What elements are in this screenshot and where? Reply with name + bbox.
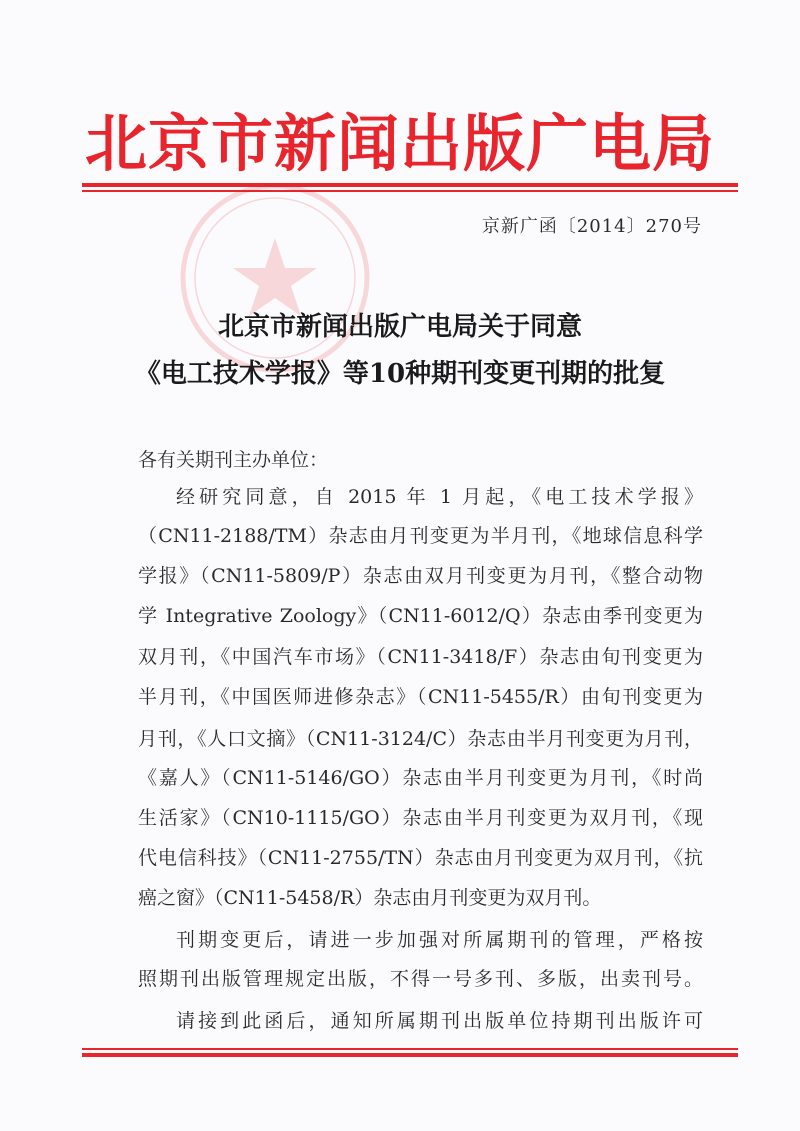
body-line: 代电信科技》（CN11-2755/TN）杂志由月刊变更为双月刊，《抗 [138, 847, 703, 869]
body-line: 照期刊出版管理规定出版，不得一号多刊、多版，出卖刊号。 [138, 968, 703, 990]
body-line: 癌之窗》（CN11-5458/R）杂志由月刊变更为双月刊。 [138, 887, 602, 909]
body-line: 月刊，《人口文摘》（CN11-3124/C）杂志由半月刊变更为月刊， [138, 728, 703, 750]
body-line: 双月刊，《中国汽车市场》（CN11-3418/F）杂志由旬刊变更为 [138, 646, 703, 668]
footer-red-rule-thick [82, 1053, 738, 1057]
salutation: 各有关期刊主办单位： [138, 449, 329, 471]
footer-red-rule-thin [82, 1048, 738, 1050]
body-line: （CN11-2188/TM）杂志由月刊变更为半月刊，《地球信息科学 [138, 525, 703, 547]
header-red-rule-thick [82, 183, 738, 187]
header-red-rule-thin [82, 190, 738, 192]
body-line: 生活家》（CN10-1115/GO）杂志由半月刊变更为双月刊，《现 [138, 807, 703, 829]
document-number: 京新广函〔2014〕270号 [481, 216, 702, 237]
body-line: 经研究同意，自 2015 年 1 月起，《电工技术学报》 [176, 486, 703, 508]
body-line: 半月刊，《中国医师进修杂志》（CN11-5455/R）由旬刊变更为 [138, 686, 703, 708]
body-line: 学 Integrative Zoology》（CN11-6012/Q）杂志由季刊变更为 [138, 605, 703, 627]
body-line: 《嘉人》（CN11-5146/GO）杂志由半月刊变更为月刊，《时尚 [138, 767, 703, 789]
body-line: 学报》（CN11-5809/P）杂志由双月刊变更为月刊，《整合动物 [138, 565, 703, 587]
document-title-line-2: 《电工技术学报》等10种期刊变更刊期的批复 [134, 359, 666, 389]
body-line: 请接到此函后，通知所属期刊出版单位持期刊出版许可 [176, 1010, 703, 1032]
body-line: 刊期变更后，请进一步加强对所属期刊的管理，严格按 [176, 929, 703, 951]
document-title-line-1: 北京市新闻出版广电局关于同意 [217, 312, 582, 342]
agency-header: 北京市新闻出版广电局 [84, 107, 715, 180]
official-seal [175, 178, 375, 378]
